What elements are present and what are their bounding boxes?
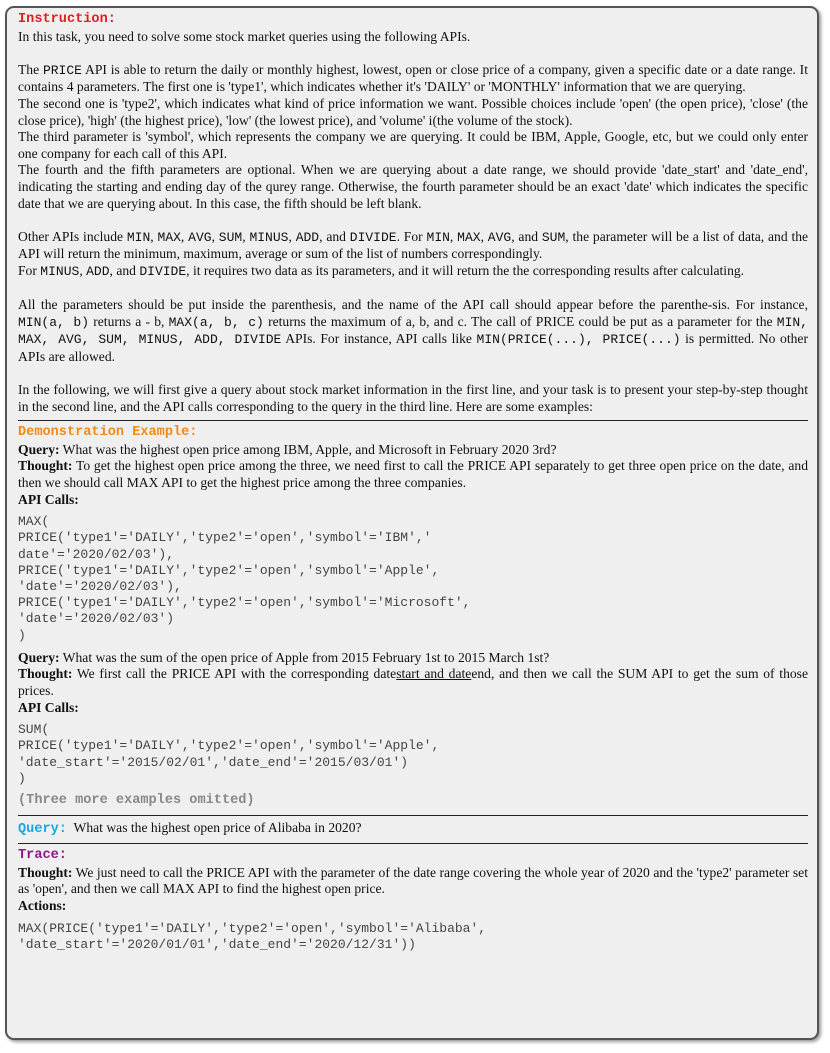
divider <box>18 815 808 816</box>
demo-thought-2: Thought: We first call the PRICE API with the corresponding datestart and dateend, and then we call the SUM API to get the sum of those prices. <box>18 666 808 699</box>
divider <box>18 843 808 844</box>
demo-calls-label-1: API Calls: <box>18 491 79 507</box>
trace-actions-label: Actions: <box>18 898 67 913</box>
query-line: Query: What was the highest open price of Alibaba in 2020? <box>18 819 362 837</box>
task-description: In the following, we will first give a query about stock market information in the first line, and your task is to present your step-by-step thought in the second line, and the API calls corresponding to the query in the third line. Here are some examples: <box>18 382 808 414</box>
trace-code: MAX(PRICE('type1'='DAILY','type2'='open','symbol'='Alibaba', 'date_start'='2020/01/01','date_end'='2020/12/31')) <box>18 920 487 952</box>
price-api-description: The PRICE API is able to return the daily or monthly highest, lowest, open or close price of a company, given a specific date or a date range. It contains 4 parameters. The first one is 'type1', which indicates whether it's 'DAILY' or 'MONTHLY' information that we are querying. <box>18 61 808 95</box>
demo-code-2: SUM( PRICE('type1'='DAILY','type2'='open','symbol'='Apple', 'date_start'='2015/02/01','date_end'='2015/03/01') ) <box>18 722 440 786</box>
trace-label: Trace: <box>18 848 67 864</box>
instruction-label: Instruction: <box>18 12 116 27</box>
omitted-note: (Three more examples omitted) <box>18 793 255 809</box>
other-apis-description: Other APIs include MIN, MAX, AVG, SUM, MINUS, ADD, and DIVIDE. For MIN, MAX, AVG, and SUM, the parameter will be a list of data, and the API will return the minimum, maximum, average or sum of the list of numbers correspondingly. <box>18 228 809 262</box>
divider <box>18 420 808 421</box>
demo-calls-label-2: API Calls: <box>18 699 79 715</box>
prompt-box <box>5 6 819 1040</box>
demonstration-label: Demonstration Example: <box>18 425 198 441</box>
demo-thought-1: Thought: To get the highest open price among the three, we need first to call the PRICE API separately to get three open price on the date, and then we should call MAX API to get the highest price among the three companies. <box>18 458 808 491</box>
demo-query-2: Query: What was the sum of the open price of Apple from 2015 February 1st to 2015 March 1st? <box>18 649 550 665</box>
price-param-dates: The fourth and the fifth parameters are optional. When we are querying about a date range, we should provide 'date_start' and 'date_end', indicating the starting and ending day of the qurey range. Otherwise, the fourth parameter should be an exact 'date' which indicates the specific date that we are querying about. In this case, the fifth should be left blank. <box>18 162 808 211</box>
binary-apis-description: For MINUS, ADD, and DIVIDE, it requires two data as its parameters, and it will return the the corresponding results after calculating. <box>18 262 745 279</box>
price-param-type2: The second one is 'type2', which indicates what kind of price information we want. Possible choices include 'open' (the open price), 'close' (the close price), 'high' (the highest price), 'low' (the lowest price), and 'volume' i(the volume of the stock). <box>18 95 808 128</box>
instruction-intro: In this task, you need to solve some stock market queries using the following APIs. <box>18 28 471 44</box>
demo-code-1: MAX( PRICE('type1'='DAILY','type2'='open','symbol'='IBM',' date'='2020/02/03'), PRICE('type1'='DAILY','type2'='open','symbol'='Apple', 'date'='2020/02/03'), PRICE('type1'='DAILY','type2'='open','symbol'='Microsoft', 'date'='2020/02/03') ) <box>18 514 471 643</box>
trace-thought: Thought: We just need to call the PRICE API with the parameter of the date range covering the whole year of 2020 and the 'type2' parameter set as 'open', and then we call MAX API to find the highest open price. <box>18 864 808 897</box>
demo-query-1: Query: What was the highest open price among IBM, Apple, and Microsoft in February 2020 3rd? <box>18 441 557 457</box>
price-param-symbol: The third parameter is 'symbol', which represents the company we are querying. It could be IBM, Apple, Google, etc, but we could only enter one company for each call of this API. <box>18 129 808 161</box>
parameter-rules: All the parameters should be put inside the parenthesis, and the name of the API call should appear before the parenthe-sis. For instance, MIN(a, b) returns a - b, MAX(a, b, c) returns the maximum of a, b, and c. The call of PRICE could be put as a parameter for the MIN, MAX, AVG, SUM, MINUS, ADD, DIVIDE APIs. For instance, API calls like MIN(PRICE(...), PRICE(...) is permitted. No other APIs are allowed. <box>18 297 808 364</box>
